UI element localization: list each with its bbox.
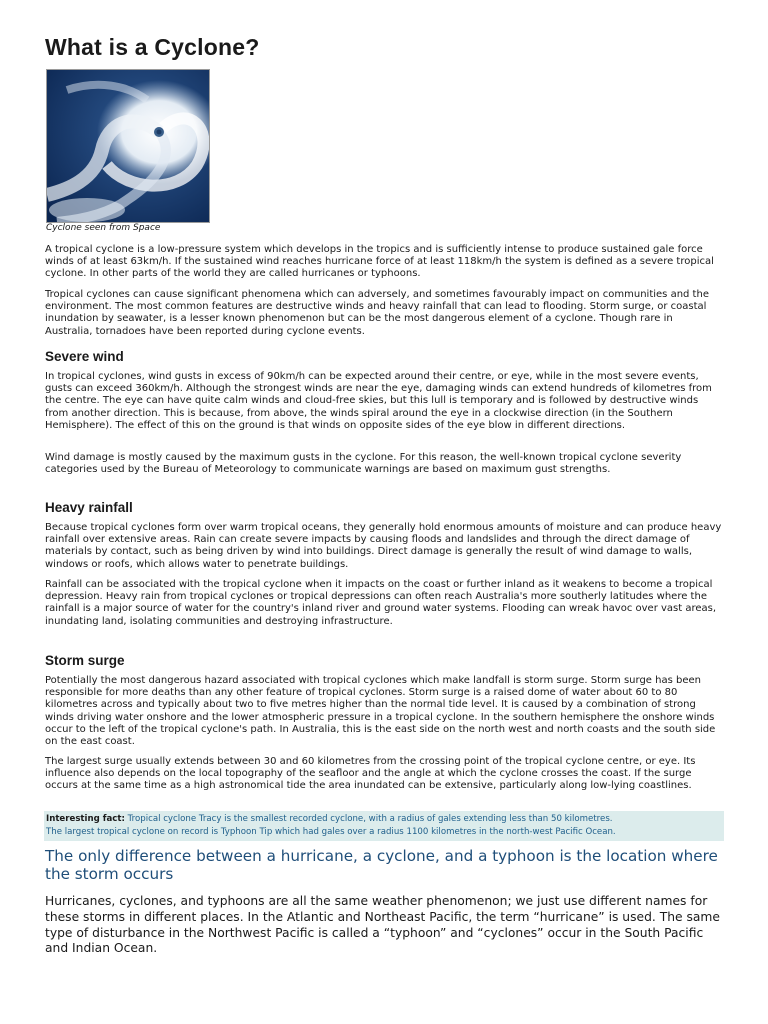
fact-text-2: The largest tropical cyclone on record is Typhoon Tip which had gales over a radius 1100 kilometres in the north-west Pacific Ocean. — [46, 826, 616, 837]
fact-label: Interesting fact: — [46, 814, 125, 824]
section-heading-severe-wind: Severe wind — [45, 349, 124, 364]
difference-heading: The only difference between a hurricane, a cyclone, and a typhoon is the location where the storm occurs — [45, 847, 718, 883]
heavy-rainfall-paragraph-2: Rainfall can be associated with the tropical cyclone when it impacts on the coast or further inland as it weakens to become a tropical depression. Heavy rain from tropical cyclones or tropical depressions can often reach Australia's more southerly latitudes where the rainfall is a major source of water for the country's inland river and ground water systems. Flooding can wreak havoc over vast areas, inundating land, isolating communities and destroying infrastructure. — [45, 579, 717, 627]
page-title: What is a Cyclone? — [45, 34, 260, 60]
intro-paragraph-1: A tropical cyclone is a low-pressure system which develops in the tropics and is sufficiently intense to produce sustained gale force winds of at least 63km/h. If the sustained wind reaches hurricane force of at least 118km/h the system is defined as a severe tropical cyclone. In other parts of the world they are called hurricanes or typhoons. — [45, 244, 714, 280]
intro-paragraph-2: Tropical cyclones can cause significant phenomena which can adversely, and sometimes favourably impact on communities and the environment. The most common features are destructive winds and heavy rainfall that can lead to flooding. Storm surge, or coastal inundation by seawater, is a lesser known phenomenon but can be the most dangerous element of a cyclone. Though rare in Australia, tornadoes have been reported during cyclone events. — [45, 289, 709, 337]
image-caption: Cyclone seen from Space — [46, 223, 161, 233]
heavy-rainfall-paragraph-1: Because tropical cyclones form over warm tropical oceans, they generally hold enormous amounts of moisture and can produce heavy rainfall over extensive areas. Rain can create severe impacts by causing floods and landslides and through the direct damage of materials by contact, such as being driven by wind into buildings. Direct damage is generally the result of wind damage to walls, windows or roofs, which allows water to penetrate buildings. — [45, 522, 722, 570]
storm-surge-paragraph-2: The largest surge usually extends between 30 and 60 kilometres from the crossing point of the tropical cyclone centre, or eye. Its influence also depends on the local topography of the seafloor and the angle at which the cyclone crosses the coast. If the surge occurs at the same time as a high astronomical tide the area inundated can be extensive, particularly along low-lying coastlines. — [45, 756, 696, 792]
interesting-fact-box — [44, 811, 724, 841]
fact-line-1 — [46, 813, 722, 826]
storm-surge-paragraph-1: Potentially the most dangerous hazard associated with tropical cyclones which make landfall is storm surge. Storm surge has been responsible for more deaths than any other feature of tropical cyclones. Storm surge is a raised dome of water about 60 to 80 kilometres across and typically about two to five metres higher than the normal tide level. It is caused by a combination of strong winds driving water onshore and the lower atmospheric pressure in a tropical cyclone. In the southern hemisphere the onshore winds occur to the left of the tropical cyclone's path. In Australia, this is the east side on the north west and north coasts and the south side on the east coast. — [45, 675, 716, 748]
cyclone-image-graphic — [47, 70, 209, 222]
difference-paragraph: Hurricanes, cyclones, and typhoons are all the same weather phenomenon; we just use different names for these storms in different places. In the Atlantic and Northeast Pacific, the term “hurricane” is used. The same type of disturbance in the Northwest Pacific is called a “typhoon” and “cyclones” occur in the South Pacific and Indian Ocean. — [45, 894, 720, 956]
fact-text-1: Tropical cyclone Tracy is the smallest recorded cyclone, with a radius of gales extending less than 50 kilometres. — [127, 814, 613, 824]
severe-wind-paragraph-1: In tropical cyclones, wind gusts in excess of 90km/h can be expected around their centre, or eye, while in the most severe events, gusts can exceed 360km/h. Although the strongest winds are near the eye, damaging winds can extend hundreds of kilometres from the centre. The eye can have quite calm winds and cloud-free skies, but this lull is temporary and is followed by destructive winds from another direction. This is because, from above, the winds spiral around the eye in a clockwise direction (in the Southern Hemisphere). The effect of this on the ground is that winds on opposite sides of the eye blow in different directions. — [45, 371, 712, 431]
section-heading-storm-surge: Storm surge — [45, 653, 125, 668]
severe-wind-paragraph-2: Wind damage is mostly caused by the maximum gusts in the cyclone. For this reason, the well-known tropical cyclone severity categories used by the Bureau of Meteorology to communicate warnings are based on maximum gust strengths. — [45, 452, 682, 476]
cyclone-photo — [46, 69, 210, 223]
section-heading-heavy-rainfall: Heavy rainfall — [45, 500, 133, 515]
